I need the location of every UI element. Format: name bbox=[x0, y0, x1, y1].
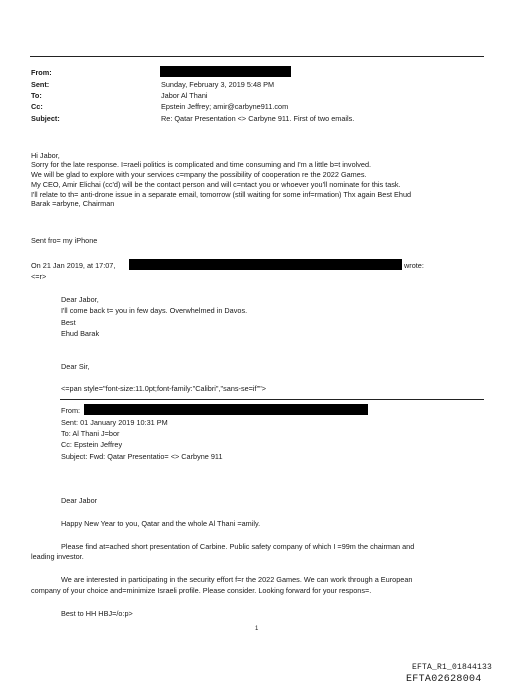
body-line: I'll relate to th= anti-drone issue in a separate email, tomorrow (still waiting for some inf=rmation) Thx again Best Ehud bbox=[31, 190, 412, 199]
dear-sir: Dear Sir, bbox=[61, 362, 90, 371]
body-line: Sorry for the late response. I=raeli politics is complicated and time consuming and I'm a little b=t involved. bbox=[31, 160, 372, 169]
fwd-from: From: bbox=[61, 406, 81, 415]
quoted-line: I'll come back t= you in few days. Overwhelmed in Davos. bbox=[61, 306, 248, 315]
fwd-para2-line2: company of your choice and=minimize Israeli profile. Please consider. Looking forward for your respons=. bbox=[31, 586, 372, 595]
body-line: We will be glad to explore with your services c=mpany the possibility of cooperation re the 2022 Games. bbox=[31, 170, 367, 179]
header-top-rule bbox=[30, 56, 484, 57]
fwd-to: To: Al Thani J=bor bbox=[61, 429, 120, 438]
body-line: Barak =arbyne, Chairman bbox=[31, 199, 115, 208]
span-tag-line: <=pan style="font-size:11.0pt;font-family:"Calibri","sans-se=if""> bbox=[61, 384, 267, 393]
quoted-line: Ehud Barak bbox=[61, 329, 100, 338]
fwd-subject: Subject: Fwd: Qatar Presentatio= <> Carbyne 911 bbox=[61, 452, 223, 461]
br-tag: <=r> bbox=[31, 272, 47, 281]
cc-label: Cc: bbox=[31, 102, 43, 111]
sent-from-iphone: Sent fro= my iPhone bbox=[31, 236, 98, 245]
quote-intro-prefix: On 21 Jan 2019, at 17:07, bbox=[31, 261, 116, 270]
bates-large: EFTA02628004 bbox=[406, 674, 482, 685]
from-label: From: bbox=[31, 68, 52, 77]
to-value: Jabor Al Thani bbox=[161, 91, 208, 100]
fwd-from-redaction bbox=[84, 404, 368, 415]
fwd-closing: Best to HH HBJ=/o:p> bbox=[61, 609, 133, 618]
cc-value: Epstein Jeffrey; amir@carbyne911.com bbox=[161, 102, 289, 111]
subject-label: Subject: bbox=[31, 114, 60, 123]
quoted-line: Best bbox=[61, 318, 76, 327]
body-line: Hi Jabor, bbox=[31, 151, 60, 160]
from-redaction bbox=[160, 66, 291, 77]
fwd-sent: Sent: 01 January 2019 10:31 PM bbox=[61, 418, 168, 427]
fwd-greeting: Dear Jabor bbox=[61, 496, 98, 505]
page-number: 1 bbox=[255, 626, 259, 632]
quoted-line: Dear Jabor, bbox=[61, 295, 99, 304]
quote-sender-redaction bbox=[129, 259, 402, 270]
body-line: My CEO, Amir Elichai (cc'd) will be the contact person and will c=ntact you or whoever you'll nominate for this task. bbox=[31, 180, 401, 189]
fwd-para2-line1: We are interested in participating in the security effort f=r the 2022 Games. We can work through a European bbox=[61, 575, 413, 584]
fwd-para1-line2: leading investor. bbox=[31, 552, 84, 561]
sent-value: Sunday, February 3, 2019 5:48 PM bbox=[161, 80, 275, 89]
subject-value: Re: Qatar Presentation <> Carbyne 911. First of two emails. bbox=[161, 114, 355, 123]
sent-label: Sent: bbox=[31, 80, 50, 89]
to-label: To: bbox=[31, 91, 42, 100]
quote-intro-suffix: wrote: bbox=[404, 261, 424, 270]
fwd-new-year: Happy New Year to you, Qatar and the whole Al Thani =amily. bbox=[61, 519, 261, 528]
forward-rule bbox=[60, 399, 484, 400]
fwd-para1-line1: Please find at=ached short presentation of Carbine. Public safety company of which I =99m the chairman and bbox=[61, 542, 415, 551]
bates-small: EFTA_R1_01844133 bbox=[412, 663, 493, 672]
fwd-cc: Cc: Epstein Jeffrey bbox=[61, 440, 123, 449]
